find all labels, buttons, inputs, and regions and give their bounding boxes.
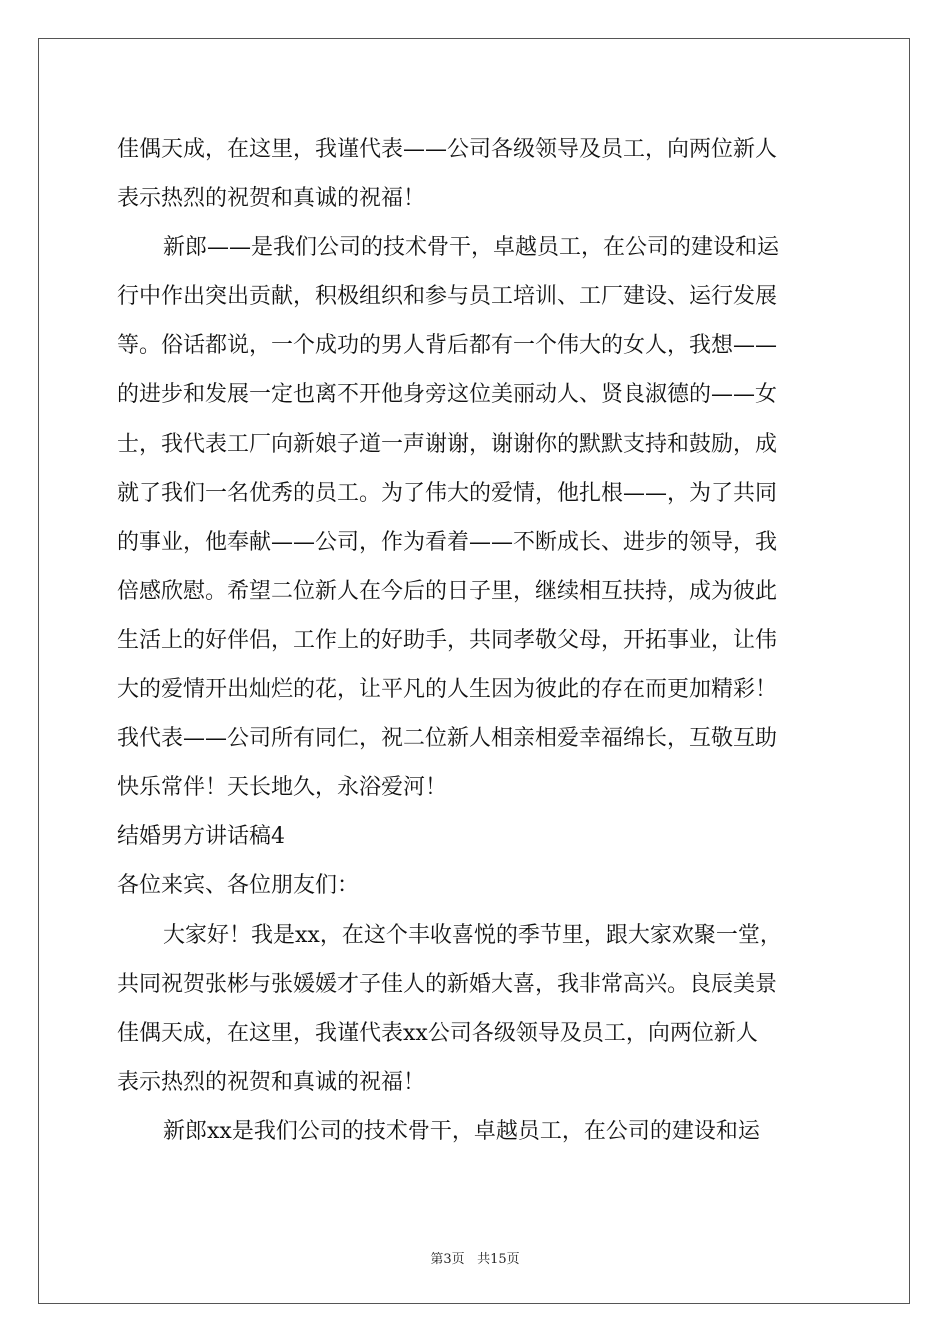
text-line: 快乐常伴！天长地久，永浴爱河！ (117, 775, 448, 801)
text-line: 新郎xx是我们公司的技术骨干，卓越员工，在公司的建设和运 (163, 1118, 760, 1144)
text-line: 生活上的好伴侣，工作上的好助手，共同孝敬父母，开拓事业，让伟 (117, 627, 778, 653)
page-footer (0, 1248, 950, 1267)
salutation-line: 各位来宾、各位朋友们： (117, 873, 360, 899)
page-number: 第3页 (430, 1252, 465, 1267)
text-line: 佳偶天成，在这里，我谨代表——公司各级领导及员工，向两位新人 (117, 137, 778, 162)
text-line: 倍感欣慰。希望二位新人在今后的日子里，继续相互扶持，成为彼此 (117, 578, 778, 604)
text-line: 佳偶天成，在这里，我谨代表xx公司各级领导及员工，向两位新人 (117, 1020, 758, 1046)
section-heading: 结婚男方讲话稿4 (117, 824, 285, 850)
text-line: 表示热烈的祝贺和真诚的祝福！ (117, 186, 426, 212)
text-line: 就了我们一名优秀的员工。为了伟大的爱情，他扎根——，为了共同 (117, 480, 778, 506)
text-line: 共同祝贺张彬与张媛媛才子佳人的新婚大喜，我非常高兴。良辰美景 (117, 971, 778, 997)
text-line: 的事业，他奉献——公司，作为看着——不断成长、进步的领导，我 (117, 529, 778, 555)
text-line: 等。俗话都说，一个成功的男人背后都有一个伟大的女人，我想—— (117, 333, 778, 359)
text-line: 行中作出突出贡献，积极组织和参与员工培训、工厂建设、运行发展 (117, 284, 778, 310)
text-line: 大的爱情开出灿烂的花，让平凡的人生因为彼此的存在而更加精彩！ (117, 677, 778, 703)
text-line: 大家好！我是xx，在这个丰收喜悦的季节里，跟大家欢聚一堂， (163, 922, 782, 948)
document-body (117, 125, 837, 1156)
text-line: 士，我代表工厂向新娘子道一声谢谢，谢谢你的默默支持和鼓励，成 (117, 431, 778, 457)
text-line: 的进步和发展一定也离不开他身旁这位美丽动人、贤良淑德的——女 (117, 382, 778, 408)
text-line: 表示热烈的祝贺和真诚的祝福！ (117, 1069, 426, 1095)
text-line: 新郎——是我们公司的技术骨干，卓越员工，在公司的建设和运 (163, 235, 780, 261)
text-line: 我代表——公司所有同仁，祝二位新人相亲相爱幸福绵长，互敬互助 (117, 726, 778, 752)
page-total: 共15页 (477, 1252, 520, 1267)
